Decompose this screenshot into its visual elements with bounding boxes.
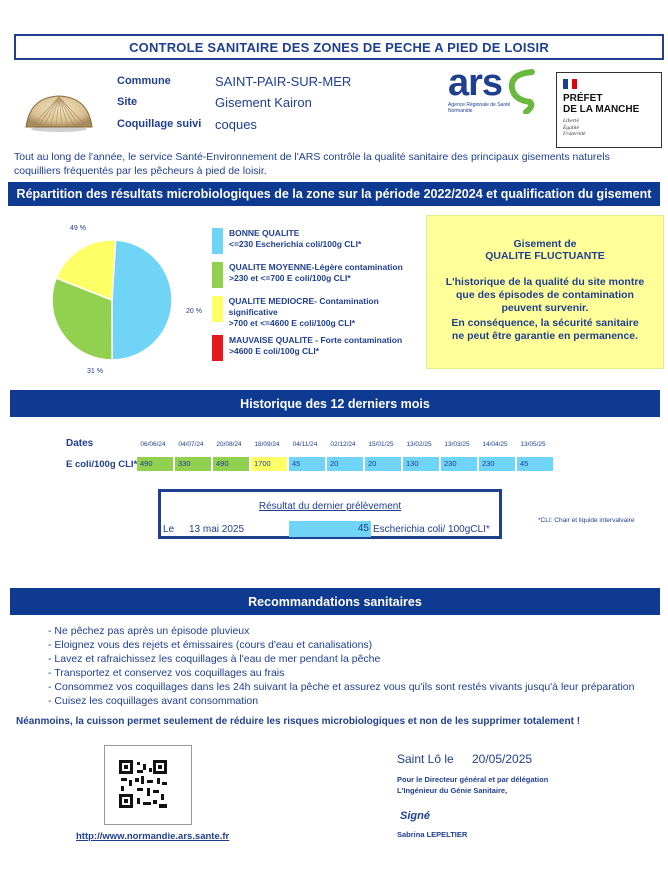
history-dates-label: Dates bbox=[66, 438, 94, 449]
last-sample-box bbox=[158, 489, 502, 539]
last-sample-unit: Escherichia coli/ 100gCLI* bbox=[373, 524, 490, 535]
pie-label-qualite-mediocre: 20 % bbox=[186, 308, 202, 315]
legend-bad-range: >4600 E coli/100g CLI* bbox=[229, 346, 320, 356]
page-title: CONTROLE SANITAIRE DES ZONES DE PECHE A PIED DE LOISIR bbox=[14, 34, 664, 60]
legend-item-medium bbox=[212, 262, 424, 288]
history-value-cell: 230 bbox=[441, 457, 477, 471]
section-distribution-header: Répartition des résultats microbiologiques de la zone sur la période 2022/2024 et qualification du gisement bbox=[8, 182, 660, 206]
history-date: 13/03/25 bbox=[444, 441, 470, 448]
section-recommendations-header: Recommandations sanitaires bbox=[10, 588, 660, 615]
recommendations-list bbox=[48, 624, 658, 708]
last-sample-date: 13 mai 2025 bbox=[189, 524, 245, 535]
cockle-shell-image bbox=[22, 93, 96, 133]
site-label: Site bbox=[117, 96, 138, 108]
motto-liberte: Liberté bbox=[563, 118, 579, 124]
history-date: 20/08/24 bbox=[216, 441, 242, 448]
ars-website-link[interactable]: http://www.normandie.ars.sante.fr bbox=[76, 831, 230, 842]
history-date: 13/02/25 bbox=[406, 441, 432, 448]
ars-logo-subtitle: Agence Régionale de Santé bbox=[448, 102, 511, 108]
history-value-cell: 20 bbox=[327, 457, 363, 471]
history-date: 18/09/24 bbox=[254, 441, 280, 448]
ars-logo bbox=[448, 64, 542, 124]
delegation-line1: Pour le Directeur général et par délégation bbox=[397, 775, 549, 784]
motto-egalite: Égalité bbox=[563, 124, 579, 131]
history-value-cell: 45 bbox=[289, 457, 325, 471]
signature-place: Saint Lô le bbox=[397, 752, 454, 766]
history-date: 04/11/24 bbox=[292, 441, 318, 448]
last-sample-value: 45 bbox=[289, 521, 371, 537]
history-value-cell: 1700 bbox=[251, 457, 287, 471]
history-date: 02/12/24 bbox=[330, 441, 356, 448]
history-values-label: E coli/100g CLI* bbox=[66, 459, 138, 470]
signatory-name: Sabrina LEPELTIER bbox=[397, 830, 468, 839]
cli-footnote: *CLI: Chair et liquide intervalvaire bbox=[538, 517, 635, 524]
history-date: 13/05/25 bbox=[520, 441, 546, 448]
legend-poor-title: QUALITE MEDIOCRE- Contamination significative bbox=[228, 296, 379, 317]
pie-label-bonne-qualite: 49 % bbox=[70, 225, 86, 232]
motto-fraternite: Fraternité bbox=[563, 131, 586, 137]
prefet-line2: DE LA MANCHE bbox=[563, 104, 640, 115]
history-value-cell: 490 bbox=[213, 457, 249, 471]
french-flag-icon bbox=[563, 79, 577, 89]
qr-code-icon[interactable] bbox=[119, 760, 167, 808]
qualification-history-text: L'historique de la qualité du site montre que des épisodes de contamination peuvent survenir. bbox=[445, 276, 645, 314]
history-value-cell: 20 bbox=[365, 457, 401, 471]
history-date: 04/07/24 bbox=[178, 441, 204, 448]
recommendation-item: - Ne pêchez pas après un épisode pluvieux bbox=[48, 625, 250, 637]
shellfish-value: coques bbox=[215, 117, 257, 132]
legend-swatch-bad bbox=[212, 335, 223, 361]
recommendation-item: - Eloignez vous des rejets et émissaires (cours d'eau et canalisations) bbox=[48, 639, 373, 651]
qualification-consequence-text: En conséquence, la sécurité sanitaire ne peut être garantie en permanence. bbox=[451, 317, 639, 342]
legend-medium-range: >230 et <=700 E coli/100g CLI* bbox=[229, 273, 351, 283]
cooking-warning: Néanmoins, la cuisson permet seulement de réduire les risques microbiologiques et non de les supprimer totalement ! bbox=[16, 716, 581, 727]
legend-medium-title: QUALITE MOYENNE-Légère contamination bbox=[229, 262, 403, 272]
signature-date: 20/05/2025 bbox=[472, 752, 533, 766]
qualification-status: QUALITE FLUCTUANTE bbox=[485, 250, 605, 262]
qualification-line1: Gisement de bbox=[513, 238, 577, 250]
qr-code-frame bbox=[104, 745, 192, 825]
history-date: 14/04/25 bbox=[482, 441, 508, 448]
history-dates-row bbox=[134, 441, 552, 448]
history-values-row bbox=[137, 457, 553, 471]
delegation-line2: L'Ingénieur du Génie Sanitaire, bbox=[397, 786, 508, 795]
legend-swatch-poor bbox=[212, 296, 223, 322]
legend-bad-title: MAUVAISE QUALITE - Forte contamination bbox=[229, 335, 403, 345]
recommendation-item: - Cuisez les coquillages avant consommation bbox=[48, 695, 259, 707]
pie-label-qualite-moyenne: 31 % bbox=[87, 368, 103, 375]
history-date: 15/01/25 bbox=[368, 441, 394, 448]
intro-text: Tout au long de l'année, le service Santé-Environnement de l'ARS contrôle la qualité sanitaire des principaux gisements naturels coquilliers fréquentés par les pêcheurs à pied de loisir. bbox=[14, 151, 610, 177]
recommendation-item: - Transportez et conservez vos coquillages au frais bbox=[48, 667, 285, 679]
legend-good-title: BONNE QUALITE bbox=[229, 228, 300, 238]
signed-mention: Signé bbox=[400, 810, 430, 822]
last-sample-title: Résultat du dernier prélèvement bbox=[258, 501, 402, 512]
ars-swoosh-icon bbox=[502, 66, 538, 114]
pie-legend bbox=[212, 228, 424, 361]
shellfish-label: Coquillage suivi bbox=[117, 118, 202, 130]
prefet-line1: PRÉFET bbox=[563, 93, 603, 104]
recommendation-item: - Lavez et rafraichissez les coquillages à l'eau de mer pendant la pêche bbox=[48, 653, 381, 665]
commune-label: Commune bbox=[117, 75, 171, 87]
legend-good-range: <=230 Escherichia coli/100g CLI* bbox=[229, 239, 362, 249]
legend-swatch-medium bbox=[212, 262, 223, 288]
distribution-pie-chart bbox=[30, 215, 210, 385]
last-sample-le: Le bbox=[163, 524, 175, 535]
legend-item-good bbox=[212, 228, 424, 254]
site-qualification-box bbox=[426, 215, 664, 369]
history-value-cell: 490 bbox=[137, 457, 173, 471]
commune-value: SAINT-PAIR-SUR-MER bbox=[215, 74, 352, 89]
legend-poor-range: >700 et <=4600 E coli/100g CLI* bbox=[228, 318, 356, 328]
history-value-cell: 130 bbox=[403, 457, 439, 471]
legend-item-bad bbox=[212, 335, 424, 361]
history-value-cell: 230 bbox=[479, 457, 515, 471]
legend-swatch-good bbox=[212, 228, 223, 254]
site-value: Gisement Kairon bbox=[215, 95, 312, 110]
history-value-cell: 45 bbox=[517, 457, 553, 471]
pie-slice-bonne-qualite bbox=[112, 240, 172, 360]
legend-item-poor bbox=[212, 296, 424, 329]
history-date: 06/06/24 bbox=[140, 441, 166, 448]
recommendation-item: - Consommez vos coquillages dans les 24h suivant la pêche et assurez vous qu'ils sont restés vivants jusqu'à leur préparation bbox=[48, 681, 635, 693]
ars-logo-region: Normandie bbox=[448, 108, 473, 114]
prefet-logo bbox=[556, 72, 662, 148]
section-history-header: Historique des 12 derniers mois bbox=[10, 390, 660, 417]
ars-logo-text: ars bbox=[448, 62, 503, 104]
history-value-cell: 330 bbox=[175, 457, 211, 471]
